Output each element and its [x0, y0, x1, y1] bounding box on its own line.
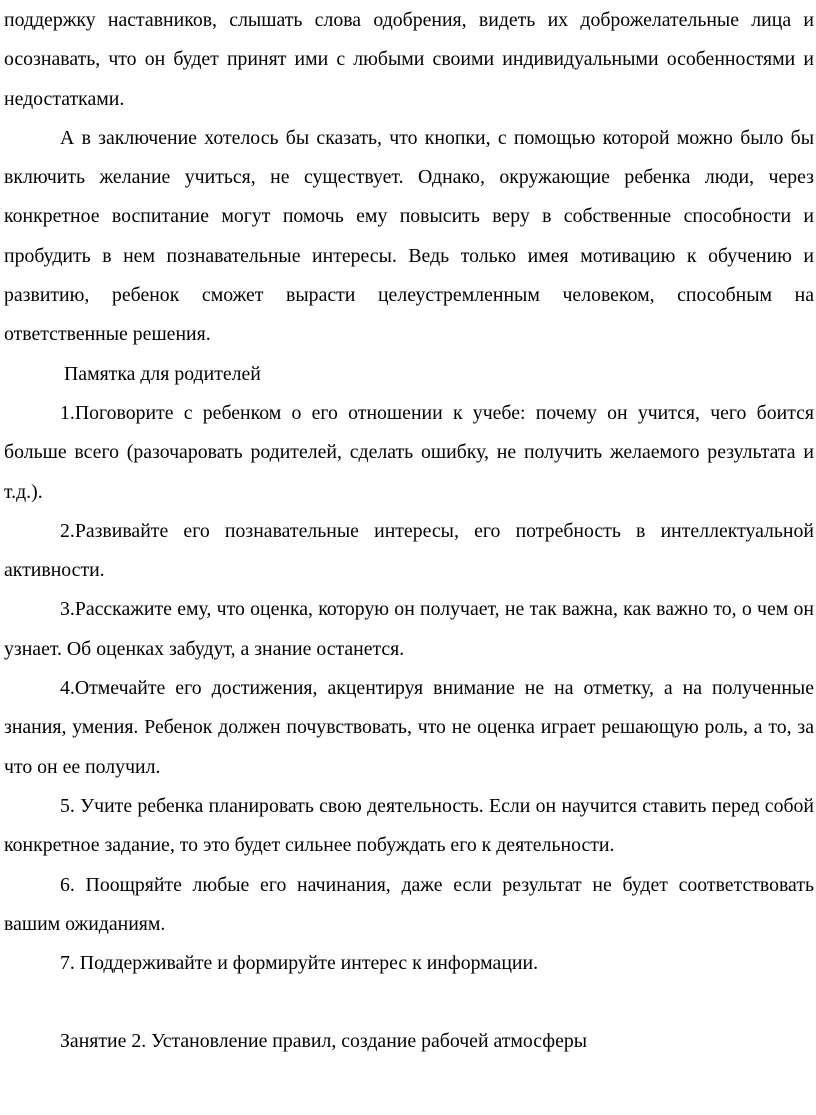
paragraph-conclusion: А в заключение хотелось бы сказать, что кнопки, с помощью которой можно было бы включить желание учиться, не существует. Однако, окружающие ребенка люди, через конкретное воспитание могут помочь ему повысить веру в собственные способности и пробудить в нем познавательные интересы. Ведь только имея мотивацию к обучению и развитию, ребенок сможет вырасти целеустремленным человеком, способным на ответственные решения. — [4, 126, 814, 346]
memo-item-2: 2.Развивайте его познавательные интересы, его потребность в интеллектуальной активности. — [4, 519, 814, 582]
paragraph-continued: поддержку наставников, слышать слова одобрения, видеть их доброжелательные лица и осознавать, что он будет принят ими с любыми своими индивидуальными особенностями и недостатками. — [4, 9, 814, 110]
document-page — [0, 1, 816, 1115]
memo-title: Памятка для родителей — [64, 362, 261, 385]
memo-item-7: 7. Поддерживайте и формируйте интерес к информации. — [60, 952, 539, 975]
memo-item-1: 1.Поговорите с ребенком о его отношении к учебе: почему он учится, чего боится больше всего (разочаровать родителей, сделать ошибку, не получить желаемого результата и т.д.). — [4, 401, 814, 503]
lesson-heading: Занятие 2. Установление правил, создание рабочей атмосферы — [60, 1030, 588, 1053]
memo-item-5: 5. Учите ребенка планировать свою деятельность. Если он научится ставить перед собой конкретное задание, то это будет сильнее побуждать его к деятельности. — [4, 794, 814, 857]
memo-item-6: 6. Поощряйте любые его начинания, даже если результат не будет соответствовать вашим ожиданиям. — [4, 873, 814, 935]
memo-item-4: 4.Отмечайте его достижения, акцентируя внимание не на отметку, а на полученные знания, умения. Ребенок должен почувствовать, что не оценка играет решающую роль, а то, за что он ее получил. — [4, 677, 814, 778]
blank-line — [4, 983, 814, 1022]
memo-item-3: 3.Расскажите ему, что оценка, которую он получает, не так важна, как важно то, о чем он узнает. Об оценках забудут, а знание останется. — [4, 598, 814, 660]
